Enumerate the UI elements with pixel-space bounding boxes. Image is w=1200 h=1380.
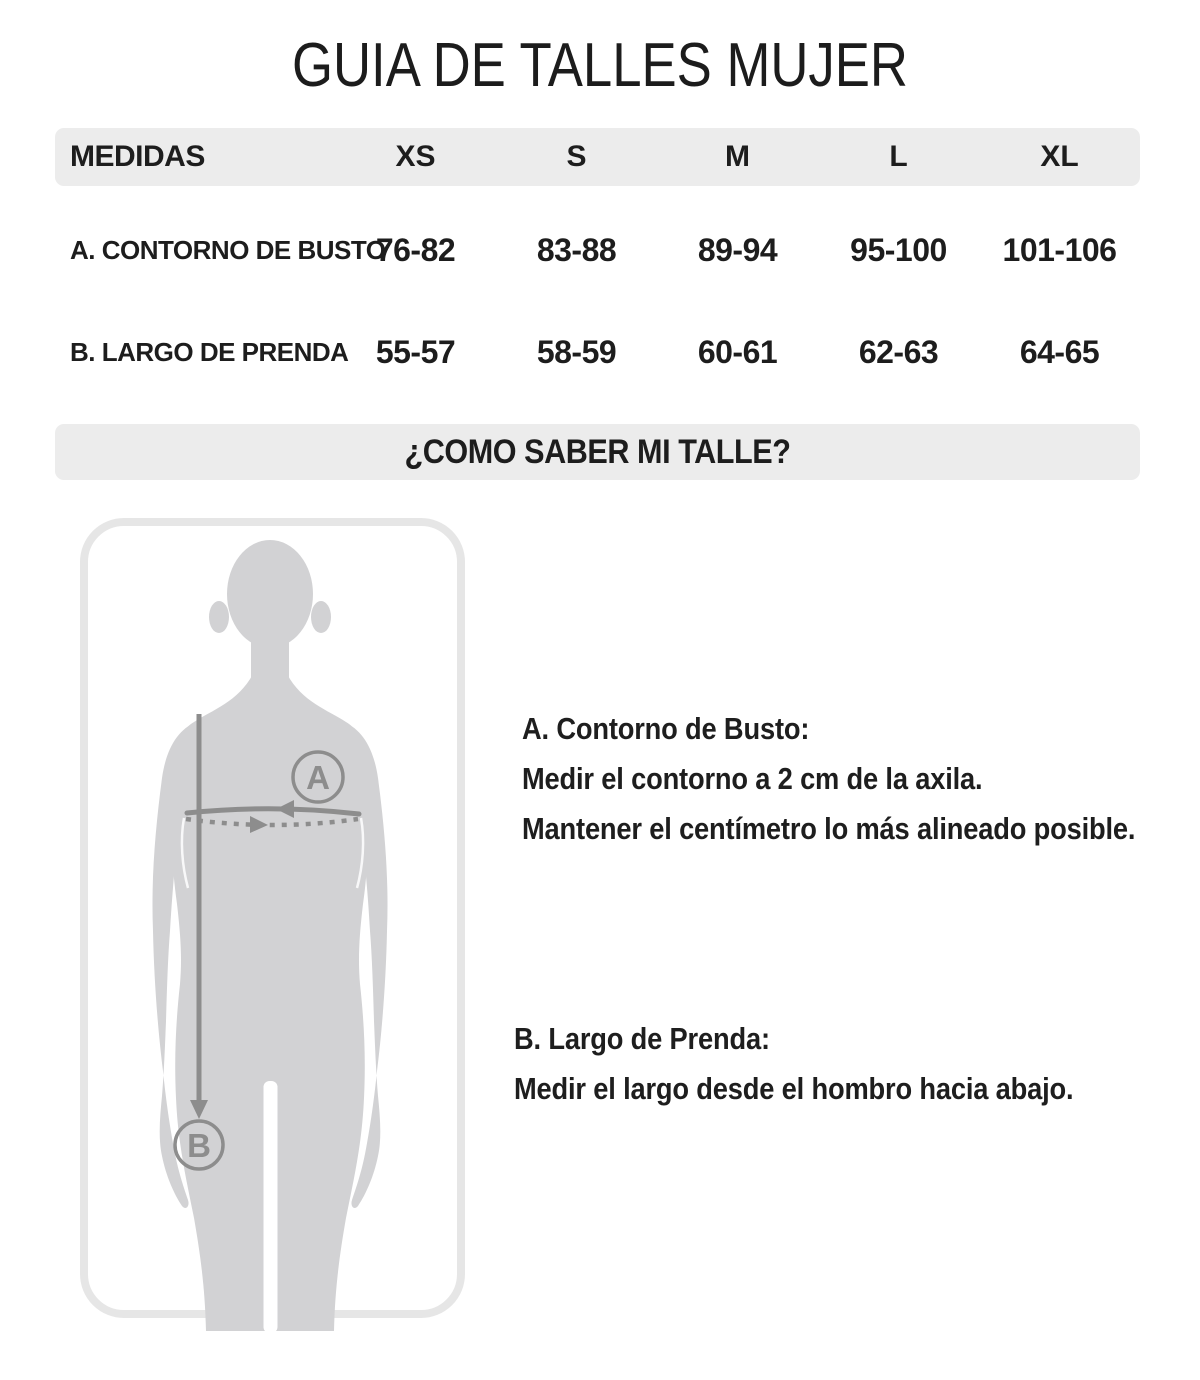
marker-a-label: A xyxy=(306,759,330,796)
instruction-length xyxy=(514,1014,1073,1114)
how-to-measure-section-bar xyxy=(55,424,1140,480)
table-header-row xyxy=(55,128,1140,186)
bust-value-l: 95-100 xyxy=(850,231,947,268)
table-header-size-s: S xyxy=(566,140,587,173)
measurement-figure-panel xyxy=(80,518,465,1318)
bust-value-m: 89-94 xyxy=(697,231,778,268)
bust-value-xs: 76-82 xyxy=(375,231,456,268)
table-header-size-xl: XL xyxy=(1040,140,1079,173)
table-row-length xyxy=(55,324,1140,380)
leg-gap xyxy=(264,1081,278,1333)
instruction-bust xyxy=(522,704,1135,854)
instruction-bust-heading: A. Contorno de Busto: xyxy=(522,711,810,746)
bust-value-xl: 101-106 xyxy=(1002,231,1117,268)
size-table xyxy=(55,128,1140,380)
table-header-size-l: L xyxy=(889,140,908,173)
length-value-s: 58-59 xyxy=(536,333,617,370)
length-value-m: 60-61 xyxy=(697,333,778,370)
marker-b-label: B xyxy=(187,1127,211,1164)
length-value-xl: 64-65 xyxy=(1019,333,1100,370)
length-value-xs: 55-57 xyxy=(375,333,456,370)
female-silhouette-diagram xyxy=(80,518,465,1333)
page-title: GUIA DE TALLES MUJER xyxy=(292,31,908,100)
instruction-bust-line1: Medir el contorno a 2 cm de la axila. xyxy=(522,761,983,796)
bust-value-s: 83-88 xyxy=(536,231,617,268)
row-label-length: B. LARGO DE PRENDA xyxy=(70,336,349,367)
instruction-length-heading: B. Largo de Prenda: xyxy=(514,1021,770,1056)
row-label-bust: A. CONTORNO DE BUSTO xyxy=(70,234,386,265)
table-header-size-m: M xyxy=(725,140,750,173)
length-value-l: 62-63 xyxy=(858,333,939,370)
section-title: ¿COMO SABER MI TALLE? xyxy=(404,432,791,471)
table-header-size-xs: XS xyxy=(395,140,436,173)
table-header-measures: MEDIDAS xyxy=(70,140,205,173)
table-row-bust xyxy=(55,222,1140,278)
instruction-bust-line2: Mantener el centímetro lo más alineado posible. xyxy=(522,811,1136,846)
instruction-length-line1: Medir el largo desde el hombro hacia abajo. xyxy=(514,1071,1074,1106)
